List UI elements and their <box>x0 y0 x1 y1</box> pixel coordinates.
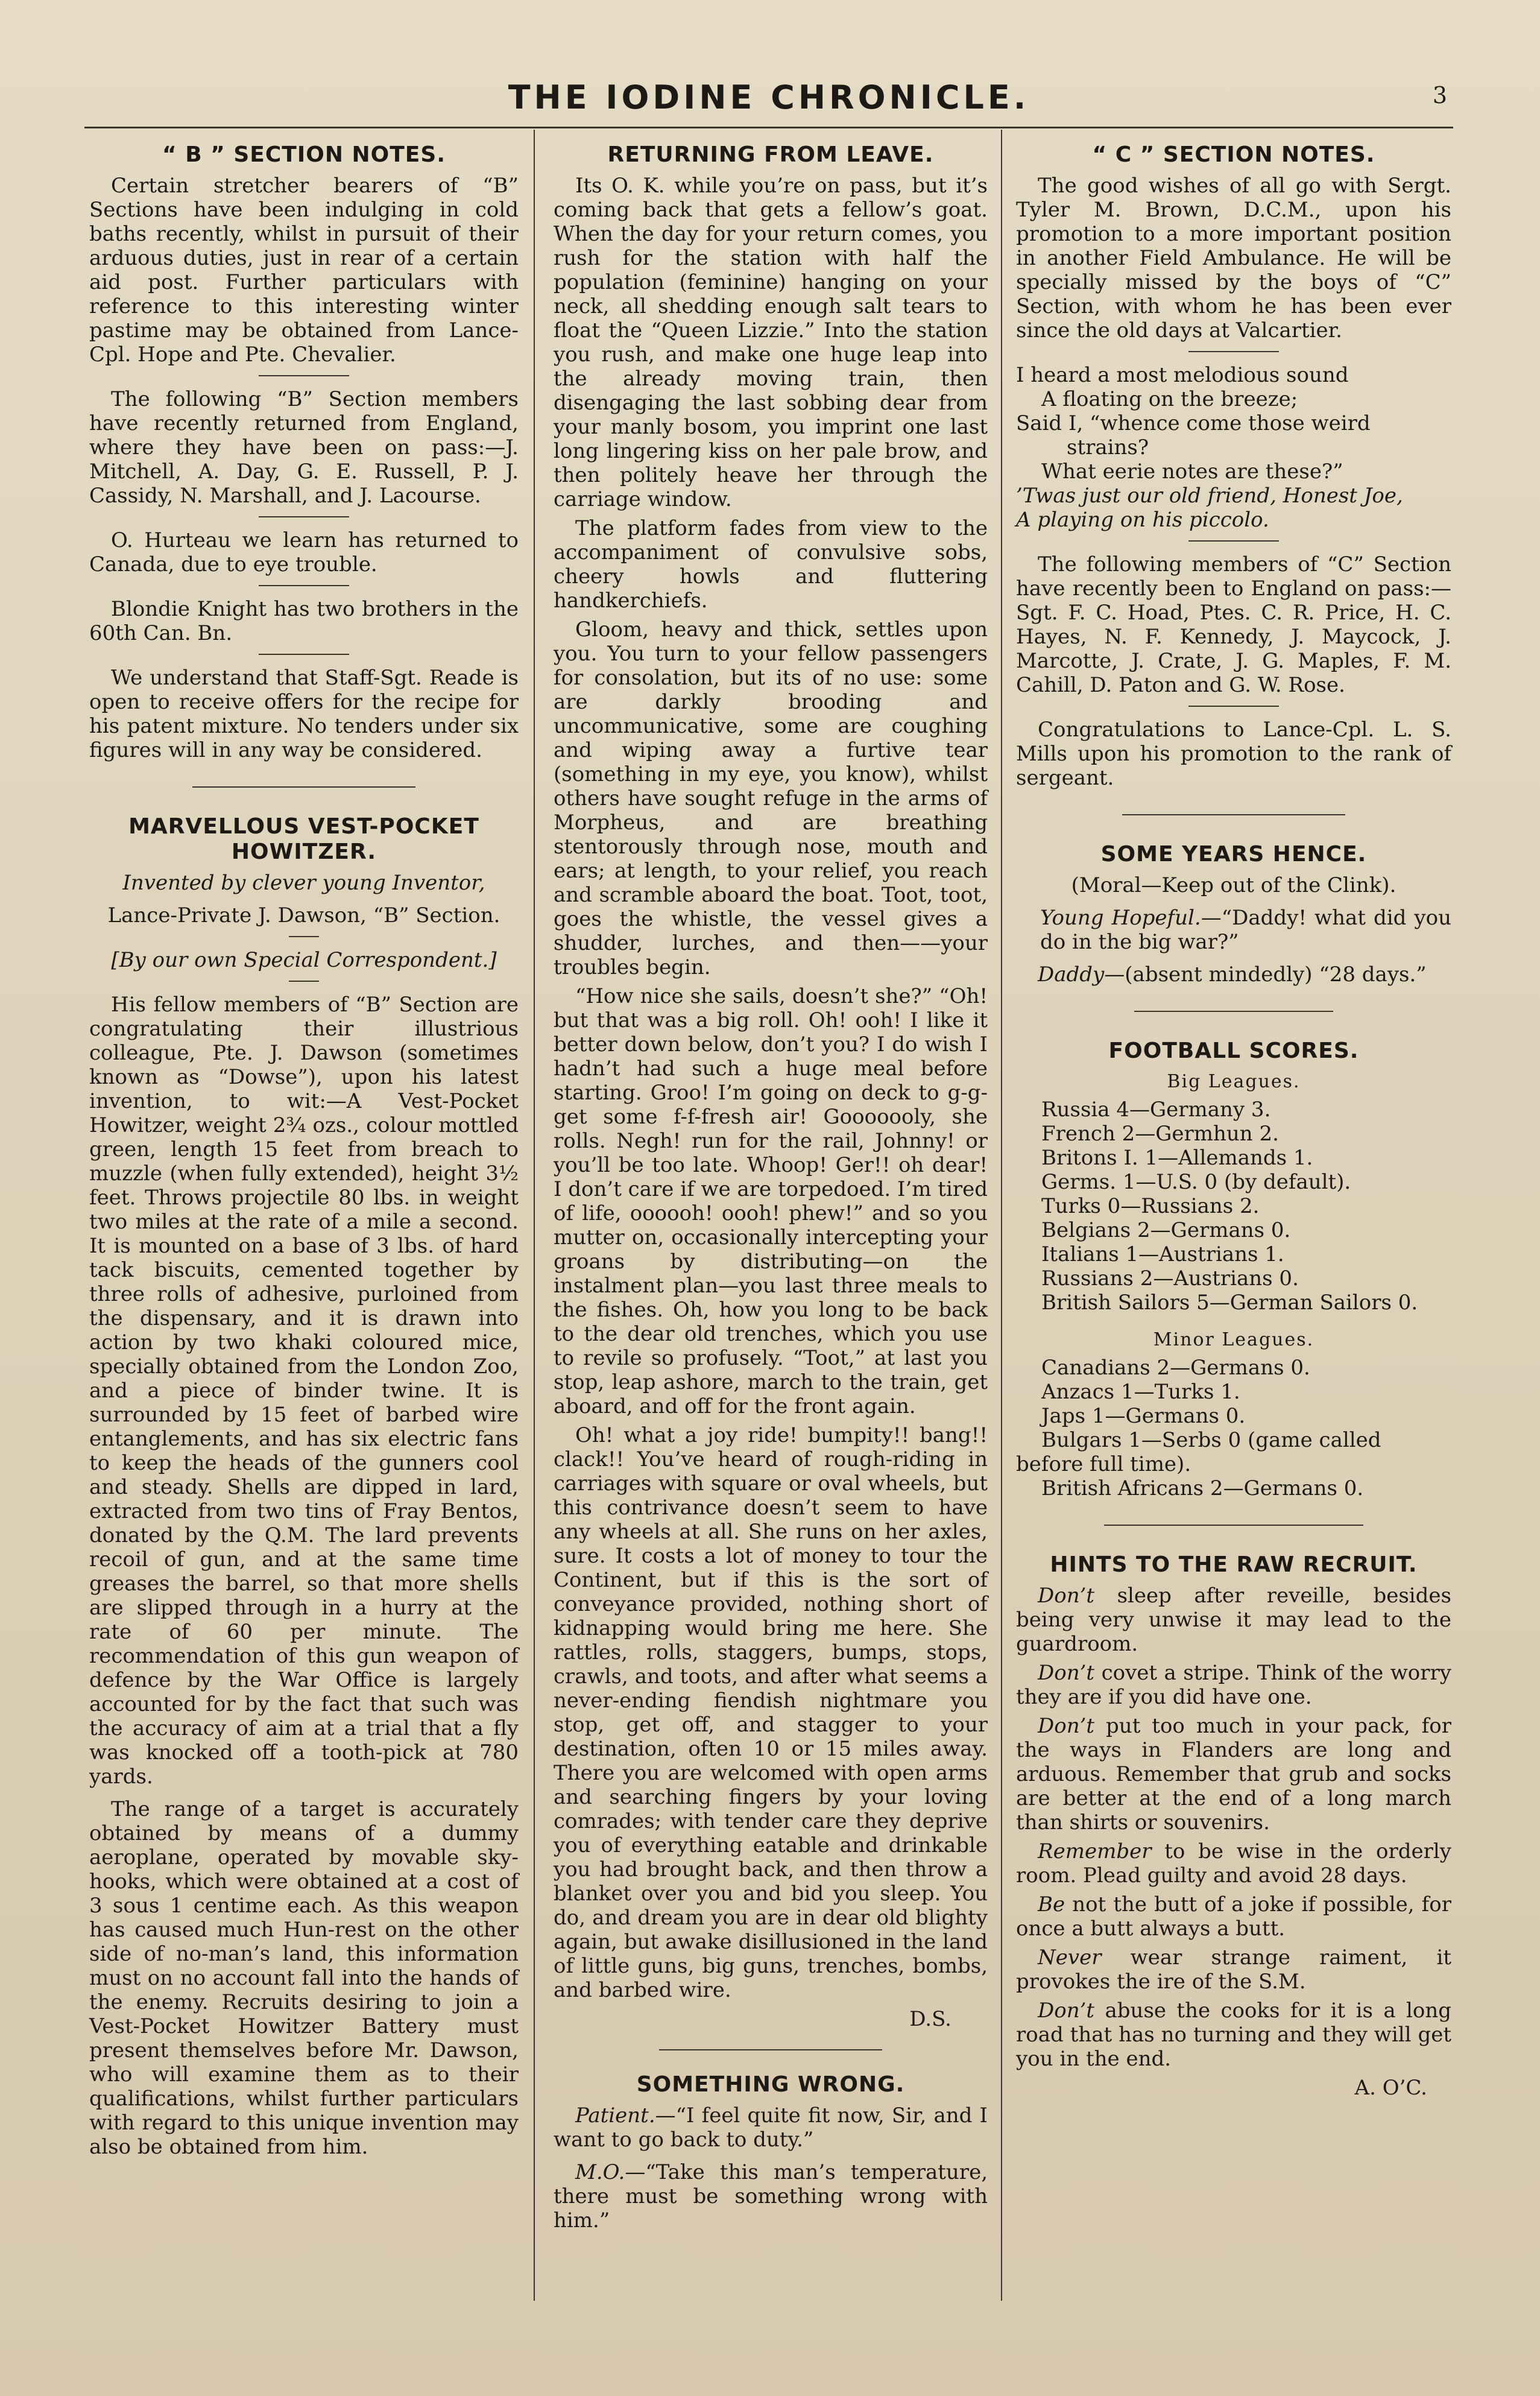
score-line: Italians 1—Austrians 1. <box>1041 1242 1284 1266</box>
article-paragraph: We understand that Staff-Sgt. Reade is open to receive offers for the recipe for his patent mixture. No tenders under six figures will in any way be considered. <box>89 666 519 762</box>
score-line: French 2—Germhun 2. <box>1041 1122 1279 1146</box>
separator <box>289 981 319 982</box>
speaker: Young Hopeful. <box>1040 906 1201 930</box>
article-paragraph: Its O. K. while you’re on pass, but it’s coming back that gets a fellow’s goat. When the day for your return comes, you rush for the station with half the population (feminine) hanging on your neck, all shedding enough salt tears to float the “Queen Lizzie.” Into the station you rush, and make one huge leap into the already moving train, then disengaging the last sobbing dear from your manly bosom, you imprint one last long lingering kiss on her pale brow, and then politely heave her through the carriage window. <box>554 174 988 511</box>
masthead <box>84 72 1453 128</box>
hint-lead: Don’t <box>1038 1714 1095 1738</box>
article-paragraph: Blondie Knight has two brothers in the 60th Can. Bn. <box>89 597 519 645</box>
article-paragraph: Gloom, heavy and thick, settles upon you. You turn to your fellow passengers for consolation, but its of no use: some are darkly brooding and uncommunicative, some are coughing and wiping away a furtive tear (something in my eye, you know), whilst others have sought refuge in the arms of Morpheus, and are breathing stentorously through nose, mouth and ears; at length, to your relief, you reach and scramble aboard the boat. Toot, toot, goes the whistle, the vessel gives a shudder, lurches, and then——your troubles begin. <box>554 618 988 979</box>
big-leagues-heading: Big Leagues. <box>1167 1071 1301 1092</box>
poem-line: I heard a most melodious sound <box>1016 363 1349 387</box>
article-paragraph: The platform fades from view to the accompaniment of convulsive sobs, cheery howls and fluttering handkerchiefs. <box>554 516 988 613</box>
howitzer-title: MARVELLOUS VEST-POCKET HOWITZER. <box>128 814 479 864</box>
hint-item <box>1016 1999 1451 2071</box>
dialogue-line <box>1016 963 1451 987</box>
score-line: Britons I. 1—Allemands 1. <box>1041 1146 1313 1170</box>
inventor-line: Invented by clever young Inventor, <box>122 871 485 895</box>
something-wrong-title: SOMETHING WRONG. <box>636 2072 905 2097</box>
c-section-title: “ C ” SECTION NOTES. <box>1092 142 1375 167</box>
separator <box>259 585 349 586</box>
score-line: Bulgars 1—Serbs 0 (game called before full time). <box>1016 1428 1381 1476</box>
big-leagues-list <box>1016 1098 1451 1315</box>
hint-text: not the butt of a joke if possible, for once a butt always a butt. <box>1016 1892 1451 1941</box>
b-section-title: “ B ” SECTION NOTES. <box>162 142 446 167</box>
hint-text: put too much in your pack, for the ways in Flanders are long and arduous. Remember that grub and socks are better at the end of a long march than shirts or souvenirs. <box>1016 1714 1451 1835</box>
score-line: Turks 0—Russians 2. <box>1041 1194 1260 1218</box>
article-paragraph: Certain stretcher bearers of “B” Sections have been indulging in cold baths recently, whilst in pursuit of their arduous duties, just in rear of a certain aid post. Further particulars with reference to this interesting winter pastime may be obtained from Lance-Cpl. Hope and Pte. Chevalier. <box>89 174 519 367</box>
article-paragraph: Oh! what a joy ride! bumpity!! bang!! clack!! You’ve heard of rough-riding in carriages with square or oval wheels, but this contrivance doesn’t seem to have any wheels at all. She runs on her axles, sure. It costs a lot of money to tour the Continent, but if this is the sort of conveyance provided, nothing short of kidnapping would bring me here. She rattles, rolls, staggers, bumps, stops, crawls, and toots, and after what seems a never-ending fiendish nightmare you stop, get off, and stagger to your destination, often 10 or 15 miles away. There you are welcomed with open arms and searching fingers by your loving comrades; with tender care they deprive you of everything eatable and drinkable you had brought back, and then throw a blanket over you and bid you sleep. You do, and dream you are in dear old blighty again, but awake disillusioned in the land of little guns, big guns, trenches, bombs, and barbed wire. <box>554 1423 988 2002</box>
signature: D.S. <box>909 2007 951 2031</box>
column-3 <box>1016 139 1451 2306</box>
article-paragraph: The good wishes of all go with Sergt. Tyler M. Brown, D.C.M., upon his promotion to a more important position in another Field Ambulance. He will be specially missed by the boys of “C” Section, with whom he has been ever since the old days at Valcartier. <box>1016 174 1451 343</box>
hint-item <box>1016 1892 1451 1941</box>
moral-line: (Moral—Keep out of the Clink). <box>1071 873 1396 897</box>
hint-item <box>1016 1714 1451 1835</box>
poem-line: A playing on his piccolo. <box>1016 508 1269 532</box>
column-rule <box>534 130 535 2301</box>
article-paragraph: The following members of “C” Section have recently been to England on pass:—Sgt. F. C. Hoad, Ptes. C. R. Price, H. C. Hayes, N. F. Kennedy, J. Maycock, J. Marcotte, J. Crate, J. G. Maples, F. M. Cahill, D. Paton and G. W. Rose. <box>1016 552 1451 697</box>
signature: A. O’C. <box>1354 2076 1427 2100</box>
hint-item <box>1016 1661 1451 1709</box>
author-line: Lance-Private J. Dawson, “B” Section. <box>107 903 500 928</box>
separator <box>1188 540 1279 542</box>
hint-text: covet a stripe. Think of the worry they are if you did have one. <box>1016 1661 1451 1709</box>
hint-lead: Remember <box>1038 1839 1152 1863</box>
hint-lead: Don’t <box>1038 1999 1095 2023</box>
score-line: Germs. 1—U.S. 0 (by default). <box>1041 1170 1351 1194</box>
dialogue-text: —“I feel quite fit now, Sir, and I want to go back to duty.” <box>554 2104 988 2152</box>
section-divider <box>1104 1525 1363 1526</box>
article-paragraph: “How nice she sails, doesn’t she?” “Oh! but that was a big roll. Oh! ooh! I like it better down below, don’t you? I do wish I hadn’t had such a huge meal before starting. Groo! I’m going on deck to g-g-get some f-f-fresh air! Gooooooly, she rolls. Negh! run for the rail, Johnny! or you’ll be too late. Whoop! Ger!! oh dear! I don’t care if we are torpedoed. I’m tired of life, oooooh! oooh! phew!” and so you mutter on, occasionally intercepting your groans by distributing—on the instalment plan—you last three meals to the fishes. Oh, how you long to be back to the dear old trenches, which you use to revile so profusely. “Toot,” at last you stop, leap ashore, march to the train, get aboard, and off for the front again. <box>554 984 988 1418</box>
hint-lead: Don’t <box>1038 1584 1095 1608</box>
dialogue-text: —“Take this man’s temperature, there must be something wrong with him.” <box>554 2160 988 2233</box>
article-paragraph: Congratulations to Lance-Cpl. L. S. Mills upon his promotion to the rank of sergeant. <box>1016 718 1451 790</box>
separator <box>289 936 319 937</box>
hint-item <box>1016 1584 1451 1656</box>
hint-text: sleep after reveille, besides being very unwise it may lead to the guardroom. <box>1016 1584 1451 1656</box>
separator <box>259 516 349 517</box>
dialogue-line <box>554 2160 988 2233</box>
some-years-hence-title: SOME YEARS HENCE. <box>1100 842 1367 867</box>
score-line: Canadians 2—Germans 0. <box>1041 1356 1310 1380</box>
minor-leagues-heading: Minor Leagues. <box>1153 1329 1314 1350</box>
score-line: Belgians 2—Germans 0. <box>1041 1218 1291 1242</box>
score-line: Japs 1—Germans 0. <box>1041 1404 1246 1428</box>
poem-line: strains? <box>1067 435 1149 460</box>
something-wrong-article <box>554 2072 988 2233</box>
some-years-hence-article <box>1016 842 1451 987</box>
column-rule <box>1001 130 1002 2301</box>
section-divider <box>192 786 415 788</box>
speaker: M.O. <box>575 2160 625 2184</box>
article-paragraph: The following “B” Section members have recently returned from England, where they have been on pass:—J. Mitchell, A. Day, G. E. Russell, P. J. Cassidy, N. Marshall, and J. Lacourse. <box>89 387 519 508</box>
dialogue-line <box>1016 906 1451 954</box>
byline: [By our own Special Correspondent.] <box>111 948 497 972</box>
football-scores <box>1016 1038 1451 1500</box>
poem-line: A floating on the breeze; <box>1041 387 1298 411</box>
hints-article <box>1016 1552 1451 2100</box>
speaker: Patient. <box>575 2104 655 2128</box>
separator <box>1188 351 1279 352</box>
poem-line: What eerie notes are these?” <box>1041 460 1343 484</box>
section-divider <box>1122 814 1345 815</box>
column-1 <box>89 139 519 2306</box>
c-section-notes <box>1016 142 1451 790</box>
score-line: Russia 4—Germany 3. <box>1041 1098 1271 1122</box>
article-paragraph: O. Hurteau we learn has returned to Canada, due to eye trouble. <box>89 528 519 577</box>
hint-item <box>1016 1839 1451 1888</box>
hint-text: wear strange raiment, it provokes the ire of the S.M. <box>1016 1946 1451 1994</box>
separator <box>259 654 349 655</box>
howitzer-article <box>89 814 519 2159</box>
article-paragraph: The range of a target is accurately obtained by means of a dummy aeroplane, operated by movable sky-hooks, which were obtained at a cost of 3 sous 1 centime each. As this weapon has caused much Hun-rest on the other side of no-man’s land, this information must on no account fall into the hands of the enemy. Recruits desiring to join a Vest-Pocket Howitzer Battery must present themselves before Mr. Dawson, who will examine them as to their qualifications, whilst further particulars with regard to this unique invention may also be obtained from him. <box>89 1797 519 2159</box>
b-section-notes <box>89 142 519 762</box>
hint-lead: Never <box>1038 1946 1102 1970</box>
separator <box>1188 706 1279 707</box>
hint-lead: Don’t <box>1038 1661 1095 1685</box>
hint-lead: Be <box>1038 1892 1065 1917</box>
score-line: British Africans 2—Germans 0. <box>1041 1476 1364 1500</box>
score-line: Anzacs 1—Turks 1. <box>1041 1380 1240 1404</box>
score-line: Russians 2—Austrians 0. <box>1041 1266 1299 1291</box>
hint-text: abuse the cooks for it is a long road that has no turning and they will get you in the end. <box>1016 1999 1451 2071</box>
leave-title: RETURNING FROM LEAVE. <box>607 142 934 167</box>
section-divider <box>1134 1011 1333 1012</box>
speaker: Daddy <box>1038 963 1105 987</box>
page-number: 3 <box>1432 82 1447 109</box>
poem <box>1016 363 1451 532</box>
dialogue-line <box>554 2104 988 2152</box>
article-paragraph: His fellow members of “B” Section are congratulating their illustrious colleague, Pte. J. Dawson (sometimes known as “Dowse”), upon his latest invention, to wit:—A Vest-Pocket Howitzer, weight 2¾ ozs., colour mottled green, length 15 feet from breach to muzzle (when fully extended), height 3½ feet. Throws projectile 80 lbs. in weight two miles at the rate of a mile a second. It is mounted on a base of 3 lbs. of hard tack biscuits, cemented together by three rolls of adhesive, purloined from the dispensary, and it is drawn into action by two khaki coloured mice, specially obtained from the London Zoo, and a piece of binder twine. It is surrounded by 15 feet of barbed wire entanglements, and has six electric fans to keep the heads of the gunners cool and steady. Shells are dipped in lard, extracted from two tins of Fray Bentos, donated by the Q.M. The lard prevents recoil of gun, and at the same time greases the barrel, so that more shells are slipped through in a hurry at the rate of 60 per minute. The recommendation of this gun weapon of defence by the War Office is largely accounted for by the fact that such was the accuracy of aim at a trial that a fly was knocked off a tooth-pick at 780 yards. <box>89 993 519 1789</box>
separator <box>259 375 349 376</box>
score-line: British Sailors 5—German Sailors 0. <box>1041 1291 1418 1315</box>
leave-article <box>554 142 988 2031</box>
hint-text: to be wise in the orderly room. Plead guilty and avoid 28 days. <box>1016 1839 1451 1888</box>
poem-line: ’Twas just our old friend, Honest Joe, <box>1016 484 1403 508</box>
hints-title: HINTS TO THE RAW RECRUIT. <box>1050 1552 1418 1577</box>
dialogue-text: —“Daddy! what did you do in the big war?” <box>1040 906 1451 954</box>
minor-leagues-list <box>1016 1356 1451 1500</box>
masthead-title: THE IODINE CHRONICLE. <box>508 78 1030 116</box>
poem-line: Said I, “whence come those weird <box>1016 411 1371 435</box>
dialogue-text: —(absent mindedly) “28 days.” <box>1104 963 1427 987</box>
hint-item <box>1016 1946 1451 1994</box>
section-divider <box>659 2049 882 2050</box>
column-2 <box>554 139 988 2306</box>
football-title: FOOTBALL SCORES. <box>1108 1038 1359 1063</box>
